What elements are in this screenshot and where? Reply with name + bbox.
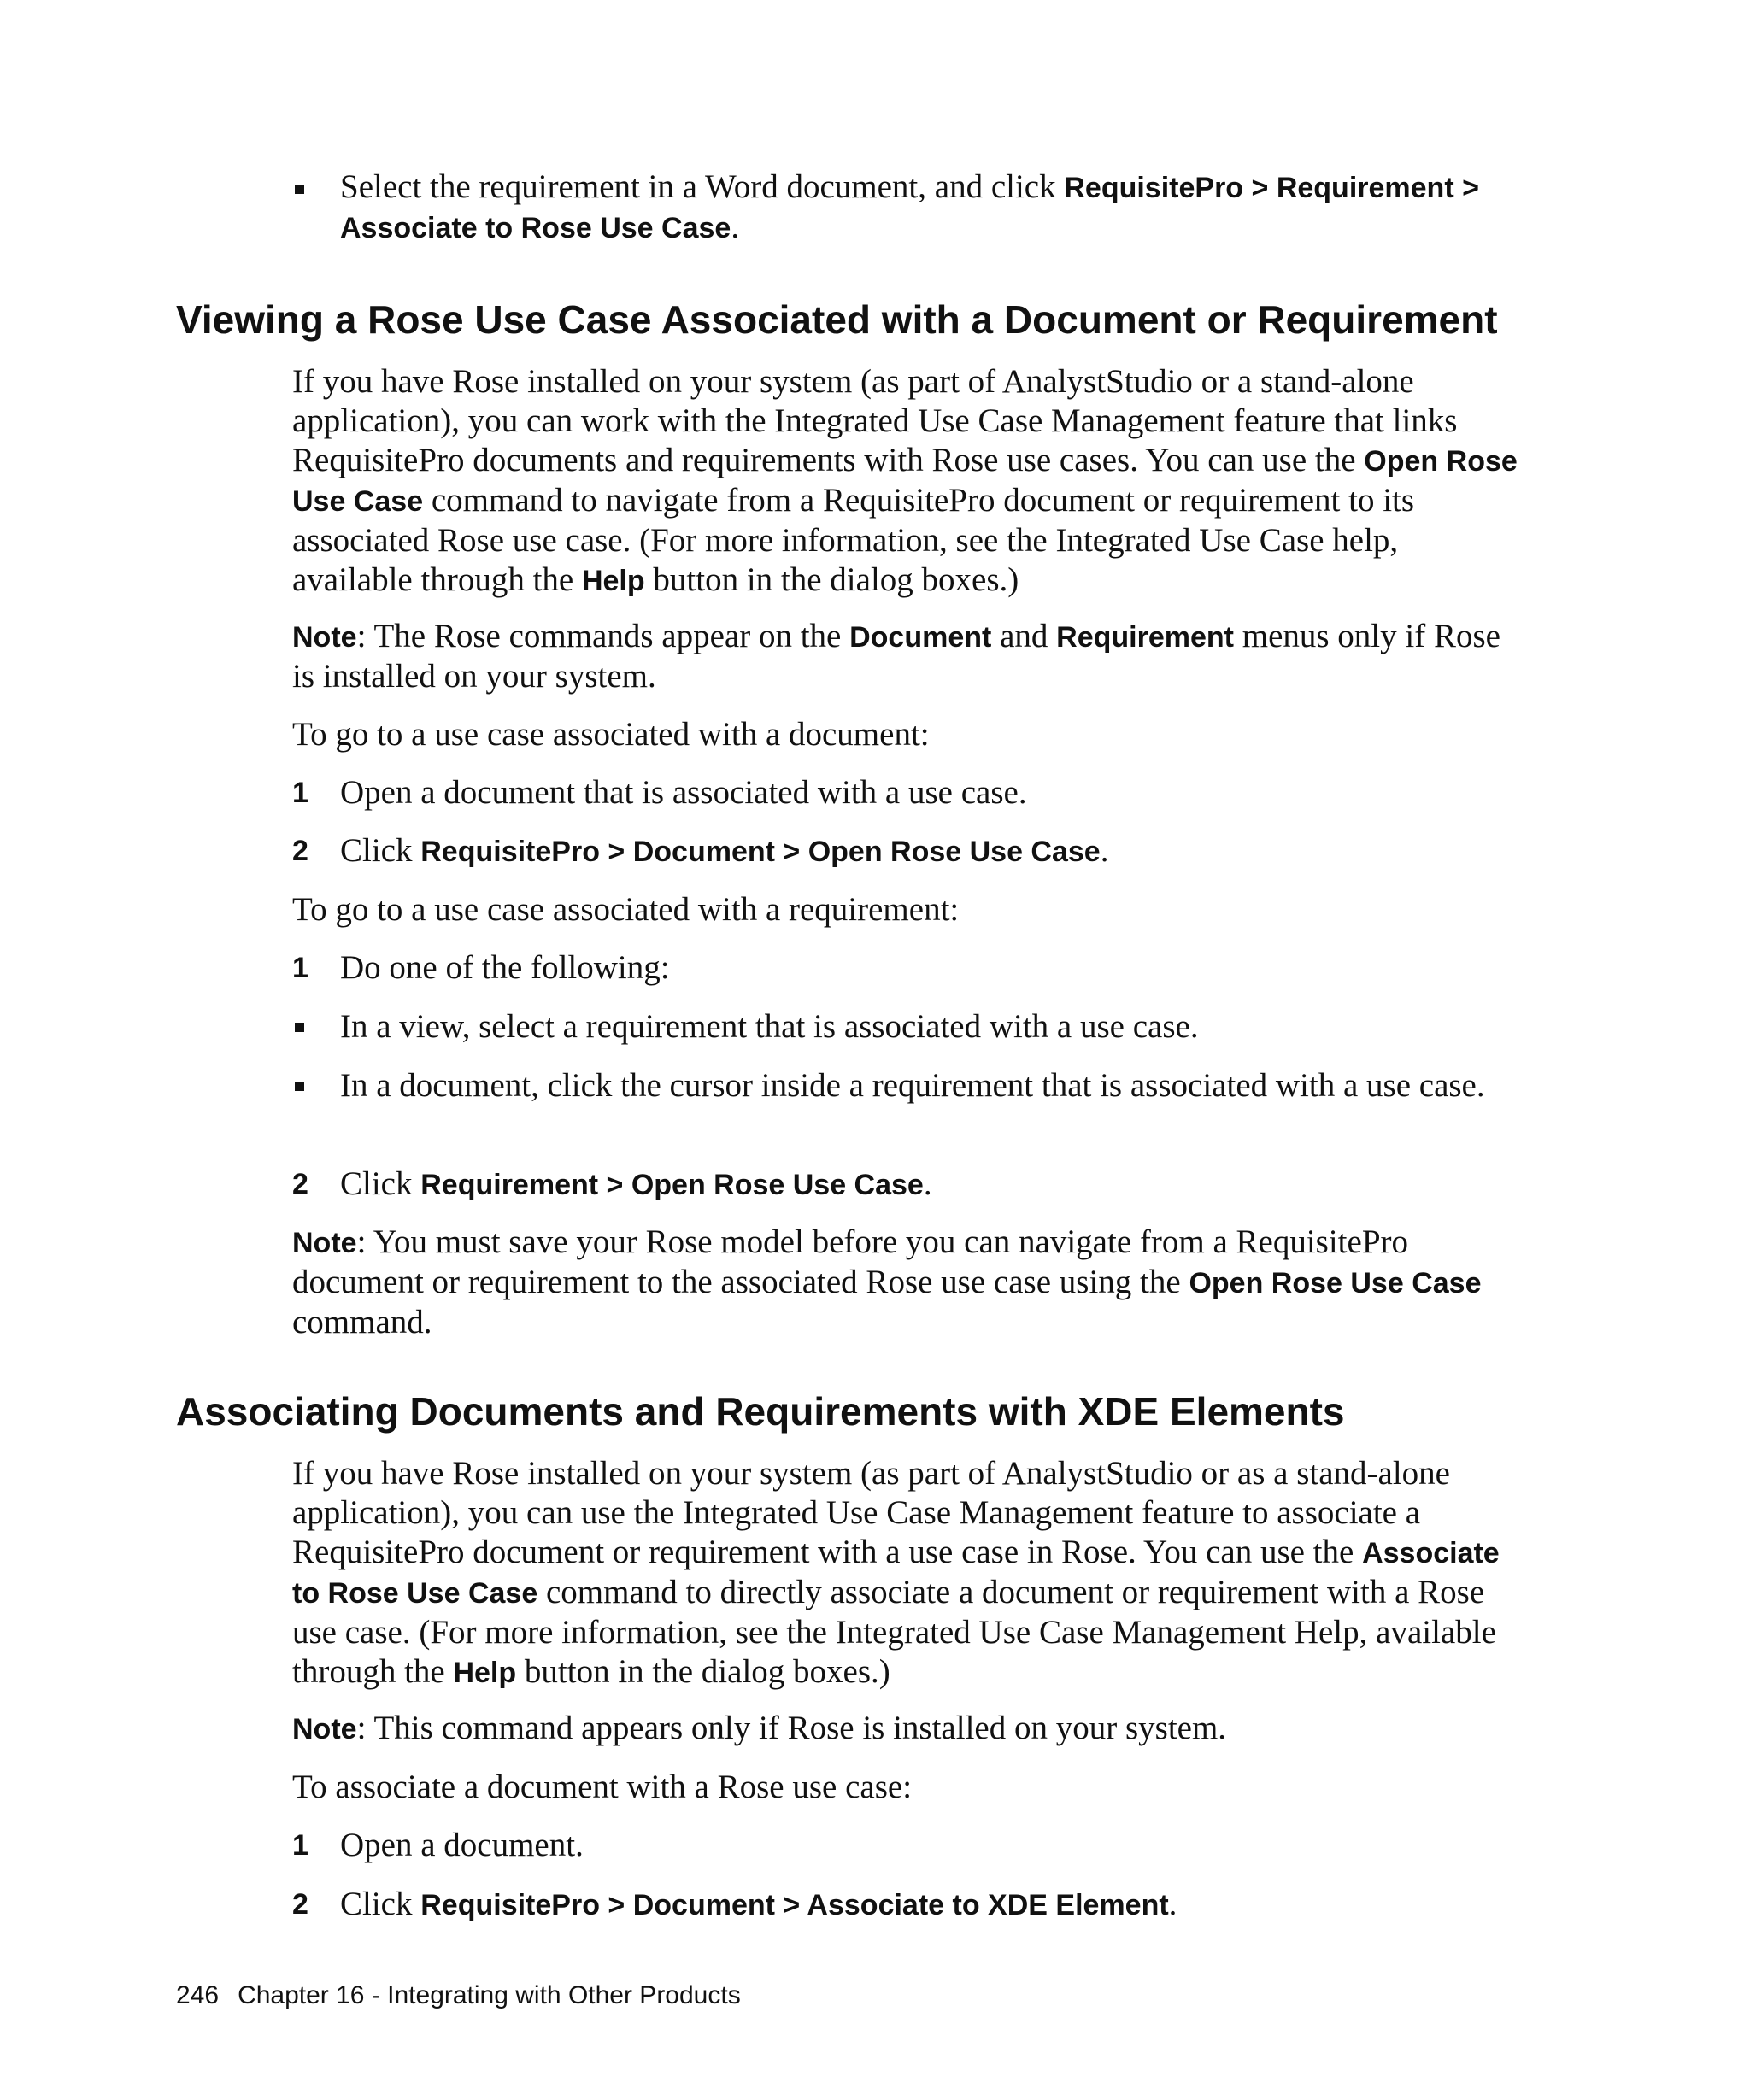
procedure-lead: To associate a document with a Rose use case: [292, 1769, 913, 1805]
step-item [292, 1164, 1523, 1205]
page-footer [176, 1980, 741, 2011]
step-number: 1 [292, 1829, 308, 1862]
menu-command: RequisitePro > Document > Associate to XDE Element [420, 1889, 1169, 1921]
list-item-text: In a view, select a requirement that is associated with a use case. [340, 1008, 1199, 1045]
command-name: Associate to Rose Use Case [292, 1537, 1500, 1610]
command-name: Open Rose Use Case [292, 445, 1518, 518]
intro-paragraph [292, 1454, 1523, 1692]
bullet-marker [295, 1023, 304, 1032]
note-label: Note [292, 1227, 357, 1259]
step-item [292, 831, 1523, 871]
list-item [292, 1007, 1523, 1047]
step-text-plain: Click [340, 1165, 421, 1202]
intro-paragraph [292, 362, 1523, 601]
button-name: Help [581, 565, 645, 597]
note-text: : This command appears only if Rose is installed on your system. [356, 1710, 1227, 1746]
note-text: menus only if Rose is installed on your system. [292, 618, 1500, 695]
paragraph-text: button in the dialog boxes.) [644, 561, 1019, 598]
note-paragraph [292, 617, 1523, 696]
step-text-plain: Click [340, 1886, 421, 1922]
paragraph-text: command to navigate from a RequisitePro document or requirement to its associated Rose use case. (For more information, see the Integrated Use Case help, available through the [292, 482, 1415, 598]
menu-name: Document [849, 621, 992, 654]
step-text-plain: Open a document. [340, 1827, 584, 1863]
list-item-text: In a document, click the cursor inside a requirement that is associated with a use case. [340, 1067, 1485, 1104]
step-text [340, 773, 1523, 812]
note-text: : You must save your Rose model before you can navigate from a RequisitePro document or requirement to the associated Rose use case using the [292, 1223, 1409, 1300]
step-number: 1 [292, 777, 308, 809]
button-name: Help [453, 1657, 517, 1689]
item-text-end: . [731, 208, 740, 245]
procedure-lead: To go to a use case associated with a requirement: [292, 891, 960, 928]
step-text-end: . [923, 1165, 932, 1202]
note-paragraph [292, 1709, 1523, 1749]
menu-name: Requirement [1056, 621, 1234, 654]
step-item [292, 1885, 1523, 1925]
step-text [340, 1826, 1523, 1865]
note-text: : The Rose commands appear on the [356, 618, 850, 654]
menu-command: RequisitePro > Requirement > Associate to Rose Use Case [340, 172, 1479, 244]
note-text: command. [292, 1304, 432, 1340]
step-number: 1 [292, 952, 308, 984]
note-label: Note [292, 1713, 357, 1745]
section-heading: Viewing a Rose Use Case Associated with a Document or Requirement [176, 297, 1498, 342]
note-paragraph [292, 1223, 1523, 1342]
step-item [292, 948, 1523, 988]
page-number: 246 [176, 1981, 220, 2009]
list-item [292, 1066, 1523, 1106]
note-text: and [991, 618, 1057, 654]
step-text-plain: Open a document that is associated with a use case. [340, 774, 1027, 811]
paragraph-text: If you have Rose installed on your system (as part of AnalystStudio or a stand-alone application), you can work with the Integrated Use Case Management feature that links RequisitePro documents and requirements with Rose use cases. You can use the [292, 363, 1458, 478]
step-item [292, 1826, 1523, 1865]
paragraph-text: command to directly associate a document or requirement with a Rose use case. (For more information, see the Integrated Use Case Management Help, available through the [292, 1574, 1496, 1690]
step-item [292, 773, 1523, 812]
bullet-marker [295, 1082, 304, 1091]
step-text: Do one of the following: [340, 949, 670, 986]
step-number: 2 [292, 1168, 308, 1200]
menu-command: Requirement > Open Rose Use Case [420, 1169, 924, 1201]
step-number: 2 [292, 835, 308, 867]
step-text-end: . [1168, 1886, 1177, 1922]
note-label: Note [292, 621, 357, 654]
step-text-end: . [1100, 832, 1109, 869]
step-text [340, 831, 1523, 871]
section-heading: Associating Documents and Requirements with XDE Elements [176, 1389, 1345, 1434]
step-text-plain: Click [340, 832, 421, 869]
list-item [292, 167, 1523, 248]
paragraph-text: button in the dialog boxes.) [516, 1653, 890, 1690]
chapter-title: Chapter 16 - Integrating with Other Products [238, 1981, 741, 2009]
bullet-marker [295, 185, 304, 194]
paragraph-text: If you have Rose installed on your system (as part of AnalystStudio or as a stand-alone application), you can use the Integrated Use Case Management feature to associate a RequisitePro document or requirement with a use case in Rose. You can use the [292, 1455, 1450, 1570]
menu-command: RequisitePro > Document > Open Rose Use Case [420, 836, 1101, 868]
procedure-lead: To go to a use case associated with a document: [292, 716, 930, 753]
item-text: Select the requirement in a Word document, and click [340, 168, 1065, 205]
step-number: 2 [292, 1888, 308, 1921]
command-name: Open Rose Use Case [1189, 1267, 1482, 1299]
list-item-text [340, 167, 1523, 248]
step-text [340, 1164, 1523, 1205]
step-text [340, 1885, 1523, 1925]
